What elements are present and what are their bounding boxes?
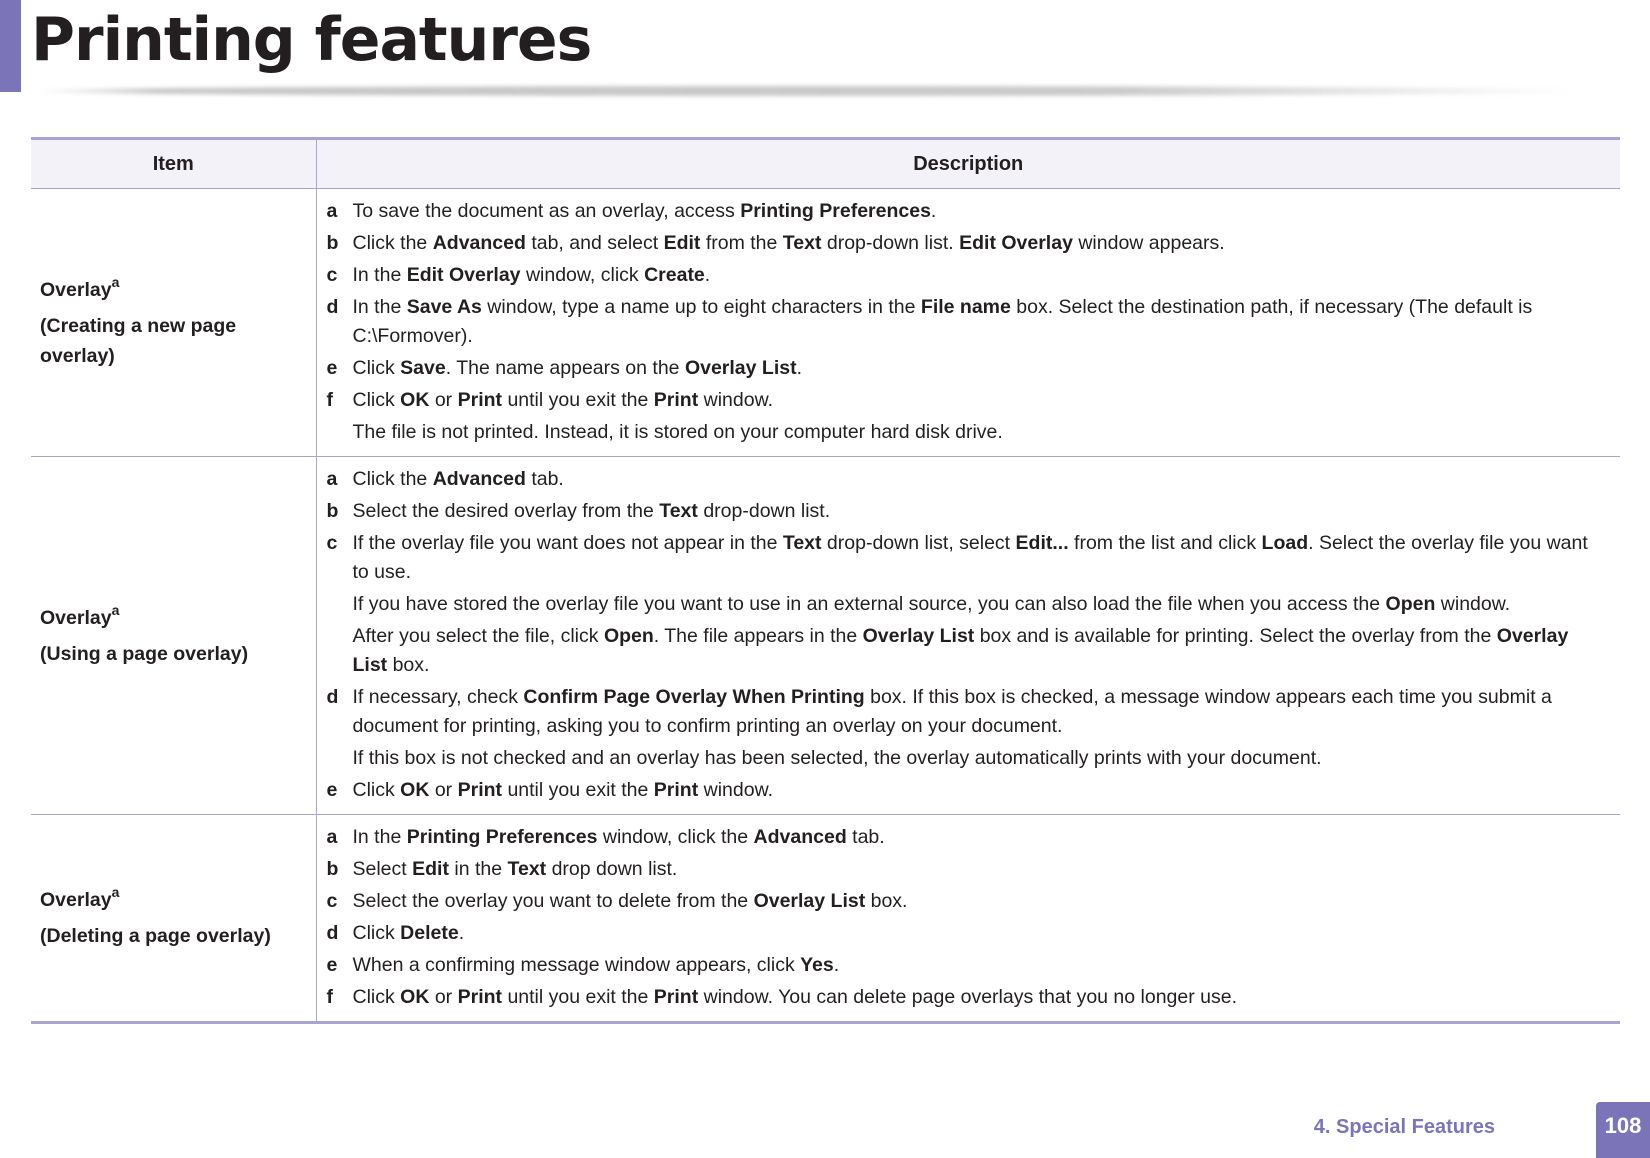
step-text-run: window, click	[520, 264, 645, 286]
step-text-run: In the	[352, 826, 407, 848]
item-subtitle: (Creating a new page overlay)	[40, 314, 237, 367]
step-text-run: If you have stored the overlay file you want to use in an external source, you can also load the file when you access the	[352, 593, 1386, 615]
step-item	[327, 293, 1609, 351]
step-letter: e	[326, 779, 338, 801]
step-text-run: in the	[448, 858, 508, 880]
step-text	[353, 747, 1322, 769]
step-text	[353, 887, 1609, 916]
item-name	[40, 885, 306, 915]
step-letter: a	[326, 826, 338, 848]
step-item	[327, 497, 1609, 526]
step-letter: d	[326, 686, 339, 708]
item-name	[40, 275, 306, 305]
step-item	[327, 855, 1609, 884]
table-body	[31, 189, 1620, 1023]
step-text-run: until you exit the	[502, 389, 654, 411]
step-text-run: If necessary, check	[352, 686, 524, 708]
step-text-run: If this box is not checked and an overlay has been selected, the overlay automatically prints with your document.	[352, 747, 1322, 769]
footer-chapter-label: 4. Special Features	[1313, 1116, 1495, 1138]
step-text-emphasis: Overlay List	[753, 890, 866, 912]
step-text-run: Click	[352, 922, 401, 944]
step-text	[353, 354, 1609, 383]
step-text-emphasis: Printing Preferences	[740, 200, 931, 222]
step-text-emphasis: Print	[653, 986, 699, 1008]
step-text-run: from the	[700, 232, 783, 254]
step-text	[353, 683, 1609, 741]
step-text	[353, 421, 1003, 443]
item-name-text: Overlay	[40, 606, 112, 629]
step-text-run: tab.	[525, 468, 564, 490]
step-text-run: window, type a name up to eight characters in the	[481, 296, 921, 318]
step-text-run: Select the overlay you want to delete from the	[352, 890, 754, 912]
step-text-emphasis: Text	[782, 532, 822, 554]
step-text	[353, 951, 1609, 980]
step-text-run: . Select the overlay file you want to use.	[352, 532, 1588, 583]
table-row	[31, 189, 1620, 457]
step-note	[327, 418, 1609, 447]
step-text-emphasis: Print	[457, 986, 503, 1008]
step-letter: f	[326, 986, 333, 1008]
step-text-run: box.	[387, 654, 430, 676]
step-letter: a	[326, 468, 338, 490]
step-text-emphasis: OK	[400, 389, 430, 411]
step-text-emphasis: Advanced	[432, 232, 526, 254]
item-name-text: Overlay	[40, 889, 112, 911]
step-text-run: window.	[1435, 593, 1511, 615]
step-text-run: Click	[352, 779, 401, 801]
step-text-run: The file is not printed. Instead, it is stored on your computer hard disk drive.	[352, 421, 1003, 443]
step-text-run: When a confirming message window appears, click	[352, 954, 801, 976]
step-text-emphasis: Text	[507, 858, 547, 880]
step-text-emphasis: Overlay List	[352, 625, 1569, 676]
step-note	[327, 744, 1609, 773]
step-text-run: To save the document as an overlay, access	[352, 200, 741, 222]
step-text	[353, 261, 1609, 290]
step-text-run: until you exit the	[502, 986, 654, 1008]
step-text-emphasis: Text	[782, 232, 822, 254]
step-text-emphasis: Printing Preferences	[406, 826, 598, 848]
step-text	[353, 465, 1609, 494]
step-letter: d	[326, 296, 339, 318]
step-text-run: window, click the	[597, 826, 754, 848]
step-text	[353, 625, 1569, 676]
step-text-run: . The name appears on the	[445, 357, 685, 379]
step-text-run: .	[930, 200, 937, 222]
step-text-run: window appears.	[1072, 232, 1225, 254]
step-text-run: Click the	[352, 468, 433, 490]
table-header-row	[31, 139, 1620, 189]
step-letter: b	[326, 858, 339, 880]
step-text-emphasis: File name	[920, 296, 1011, 318]
step-item	[327, 197, 1609, 226]
step-text-run: until you exit the	[502, 779, 654, 801]
item-name	[40, 603, 306, 633]
description-cell	[316, 457, 1620, 815]
step-letter: c	[326, 890, 338, 912]
step-text	[353, 776, 1609, 805]
step-text	[353, 497, 1609, 526]
step-text-emphasis: Create	[644, 264, 705, 286]
page-number-badge: 108	[1596, 1102, 1650, 1158]
step-text	[353, 197, 1609, 226]
step-text-emphasis: Print	[457, 779, 503, 801]
step-text	[353, 593, 1511, 615]
step-item	[327, 823, 1609, 852]
step-letter: b	[326, 500, 339, 522]
step-text	[353, 529, 1609, 587]
step-text-emphasis: Edit	[663, 232, 701, 254]
item-cell	[31, 815, 316, 1023]
step-item	[327, 951, 1609, 980]
step-text-emphasis: OK	[400, 779, 430, 801]
step-note	[327, 590, 1609, 619]
step-letter: f	[326, 389, 333, 411]
step-text-run: box and is available for printing. Select the overlay from the	[974, 625, 1497, 647]
step-text	[353, 855, 1609, 884]
step-letter: c	[326, 532, 338, 554]
step-note	[327, 622, 1609, 680]
step-text-run: box.	[865, 890, 908, 912]
item-subtitle: (Using a page overlay)	[40, 642, 249, 665]
step-text-run: In the	[352, 264, 407, 286]
step-text	[353, 823, 1609, 852]
step-text-emphasis: OK	[400, 986, 430, 1008]
step-item	[327, 261, 1609, 290]
step-text-run: or	[429, 779, 458, 801]
step-text-run: .	[458, 922, 465, 944]
step-text-run: .	[833, 954, 840, 976]
step-text-run: from the list and click	[1068, 532, 1262, 554]
item-cell	[31, 457, 316, 815]
step-text-run: tab, and select	[525, 232, 664, 254]
step-text-run: drop-down list.	[821, 232, 960, 254]
step-text-run: box. Select the destination path, if necessary (The default is C:\Formover).	[352, 296, 1533, 347]
step-text-emphasis: Load	[1261, 532, 1309, 554]
features-table	[31, 137, 1620, 1024]
step-text-emphasis: Yes	[800, 954, 834, 976]
step-text-emphasis: Print	[653, 389, 699, 411]
step-text-run: Click the	[352, 232, 433, 254]
step-text-run: .	[796, 357, 802, 379]
step-item	[327, 465, 1609, 494]
step-text-run: . The file appears in the	[653, 625, 863, 647]
step-letter: d	[326, 922, 339, 944]
step-text	[353, 293, 1609, 351]
step-text-emphasis: Confirm Page Overlay When Printing	[523, 686, 865, 708]
step-text-run: or	[429, 389, 458, 411]
step-text-emphasis: Overlay List	[862, 625, 975, 647]
step-text-run: window.	[698, 779, 774, 801]
step-item	[327, 386, 1609, 415]
description-cell	[316, 815, 1620, 1023]
item-name-text: Overlay	[40, 278, 112, 301]
item-subtitle: (Deleting a page overlay)	[40, 925, 271, 947]
step-text-run: .	[704, 264, 711, 286]
step-text-run: window.	[698, 389, 774, 411]
step-text-emphasis: Delete	[400, 922, 459, 944]
step-text-run: After you select the file, click	[352, 625, 604, 647]
step-text-emphasis: Advanced	[753, 826, 847, 848]
footnote-marker: a	[111, 273, 120, 290]
step-text-emphasis: Save As	[406, 296, 482, 318]
item-cell	[31, 189, 316, 457]
step-text-emphasis: Open	[603, 625, 654, 647]
step-text-run: tab.	[846, 826, 885, 848]
step-text-emphasis: Open	[1385, 593, 1436, 615]
step-text-run: drop down list.	[546, 858, 678, 880]
step-text	[353, 919, 1609, 948]
step-text-run: Click	[352, 986, 401, 1008]
step-item	[327, 683, 1609, 741]
step-letter: e	[326, 357, 338, 379]
step-text-run: In the	[352, 296, 407, 318]
step-text-emphasis: Edit Overlay	[406, 264, 521, 286]
column-header-description: Description	[316, 139, 1620, 189]
step-text-run: or	[429, 986, 458, 1008]
footnote-marker: a	[111, 601, 120, 618]
chapter-accent-bar	[0, 0, 21, 92]
step-item	[327, 983, 1609, 1012]
step-item	[327, 887, 1609, 916]
step-text-emphasis: Advanced	[432, 468, 526, 490]
step-item	[327, 919, 1609, 948]
footnote-marker: a	[111, 884, 120, 900]
step-letter: b	[326, 232, 339, 254]
step-text-emphasis: Overlay List	[684, 357, 797, 379]
step-text-run: If the overlay file you want does not appear in the	[352, 532, 783, 554]
step-item	[327, 354, 1609, 383]
page-title: Printing features	[31, 5, 592, 75]
step-text-emphasis: Text	[659, 500, 698, 522]
step-item	[327, 776, 1609, 805]
step-text-run: drop-down list.	[697, 500, 831, 522]
step-text-run: box. If this box is checked, a message window appears each time you submit a document for printing, asking you to confirm printing an overlay on your document.	[352, 686, 1552, 737]
table-row	[31, 815, 1620, 1023]
step-text-emphasis: Print	[653, 779, 699, 801]
step-letter: c	[326, 264, 338, 286]
step-item	[327, 529, 1609, 587]
step-text	[353, 386, 1609, 415]
step-text-emphasis: Edit...	[1015, 532, 1069, 554]
step-text-run: drop-down list, select	[821, 532, 1016, 554]
step-text-emphasis: Save	[400, 357, 446, 379]
step-text	[353, 229, 1609, 258]
step-text-emphasis: Edit Overlay	[959, 232, 1073, 254]
step-text-run: Click	[352, 389, 401, 411]
step-text-emphasis: Print	[457, 389, 503, 411]
description-cell	[316, 189, 1620, 457]
step-item	[327, 229, 1609, 258]
step-text-run: Click	[352, 357, 401, 379]
step-text-run: Select the desired overlay from the	[352, 500, 660, 522]
column-header-item: Item	[31, 139, 316, 189]
step-text	[353, 983, 1609, 1012]
step-letter: a	[326, 200, 338, 222]
step-text-run: Select	[352, 858, 413, 880]
title-underline	[30, 86, 1590, 96]
step-text-run: window. You can delete page overlays that you no longer use.	[698, 986, 1238, 1008]
table-row	[31, 457, 1620, 815]
step-letter: e	[326, 954, 338, 976]
step-text-emphasis: Edit	[412, 858, 449, 880]
